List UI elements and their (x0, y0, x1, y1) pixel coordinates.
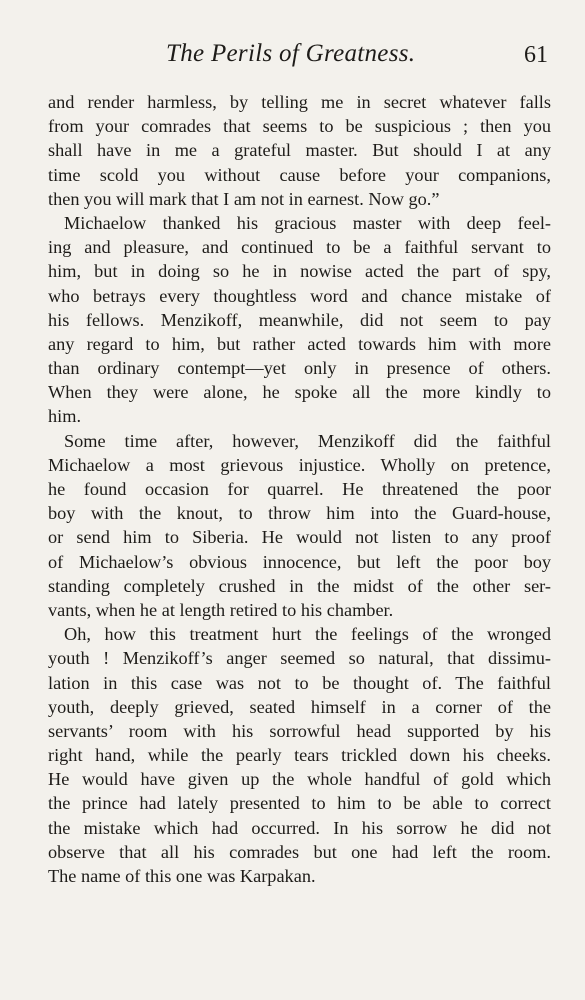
text-line: than ordinary contempt—yet only in presence of others. (48, 358, 551, 379)
text-line: He would have given up the whole handful of gold which (48, 769, 551, 790)
text-line: the prince had lately presented to him to be able to correct (48, 793, 551, 814)
text-line: time scold you without cause before your companions, (48, 164, 551, 185)
text-line: from your comrades that seems to be suspicious ; then you (48, 116, 551, 137)
paragraph (48, 211, 551, 429)
text-line: youth, deeply grieved, seated himself in a corner of the (48, 696, 551, 717)
text-line: The name of this one was Karpakan. (48, 866, 316, 886)
text-line: of Michaelow’s obvious innocence, but left the poor boy (48, 551, 551, 572)
text-line: him. (48, 406, 82, 427)
text-line: and render harmless, by telling me in secret whatever falls (48, 92, 551, 112)
body-text (48, 90, 551, 888)
text-line: Some time after, however, Menzikoff did the faithful (64, 430, 551, 451)
text-line: right hand, while the pearly tears trickled down his cheeks. (48, 745, 551, 766)
paragraph (48, 90, 551, 211)
text-line: When they were alone, he spoke all the more kindly to (48, 382, 551, 403)
text-line: standing completely crushed in the midst of the other ser- (48, 575, 551, 596)
text-line: or send him to Siberia. He would not listen to any proof (48, 527, 551, 548)
text-line: he found occasion for quarrel. He threatened the poor (48, 479, 551, 499)
text-line: Michaelow a most grievous injustice. Wholly on pretence, (48, 454, 551, 475)
text-line: servants’ room with his sorrowful head supported by his (48, 720, 551, 741)
text-line: any regard to him, but rather acted towards him with more (48, 333, 551, 354)
text-line: him, but in doing so he in nowise acted the part of spy, (48, 261, 551, 282)
page-header (48, 40, 548, 80)
text-line: Michaelow thanked his gracious master with deep feel- (64, 212, 551, 233)
text-line: boy with the knout, to throw him into the Guard-house, (48, 503, 551, 524)
text-line: lation in this case was not to be thought of. The faithful (48, 672, 551, 693)
text-line: then you will mark that I am not in earnest. Now go.” (48, 188, 440, 209)
page-number: 61 (524, 42, 548, 68)
paragraph (48, 622, 551, 888)
running-title: The Perils of Greatness. (166, 40, 416, 67)
text-line: his fellows. Menzikoff, meanwhile, did not seem to pay (48, 309, 551, 330)
text-line: ing and pleasure, and continued to be a faithful servant to (48, 237, 551, 258)
text-line: who betrays every thoughtless word and chance mistake of (48, 285, 551, 306)
text-line: Oh, how this treatment hurt the feelings of the wronged (64, 624, 551, 645)
text-line: observe that all his comrades but one had left the room. (48, 841, 551, 862)
text-line: vants, when he at length retired to his chamber. (48, 599, 394, 620)
paragraph (48, 429, 551, 623)
text-line: youth ! Menzikoff’s anger seemed so natural, that dissimu- (48, 648, 551, 669)
text-line: the mistake which had occurred. In his sorrow he did not (48, 817, 551, 838)
text-line: shall have in me a grateful master. But should I at any (48, 140, 551, 161)
